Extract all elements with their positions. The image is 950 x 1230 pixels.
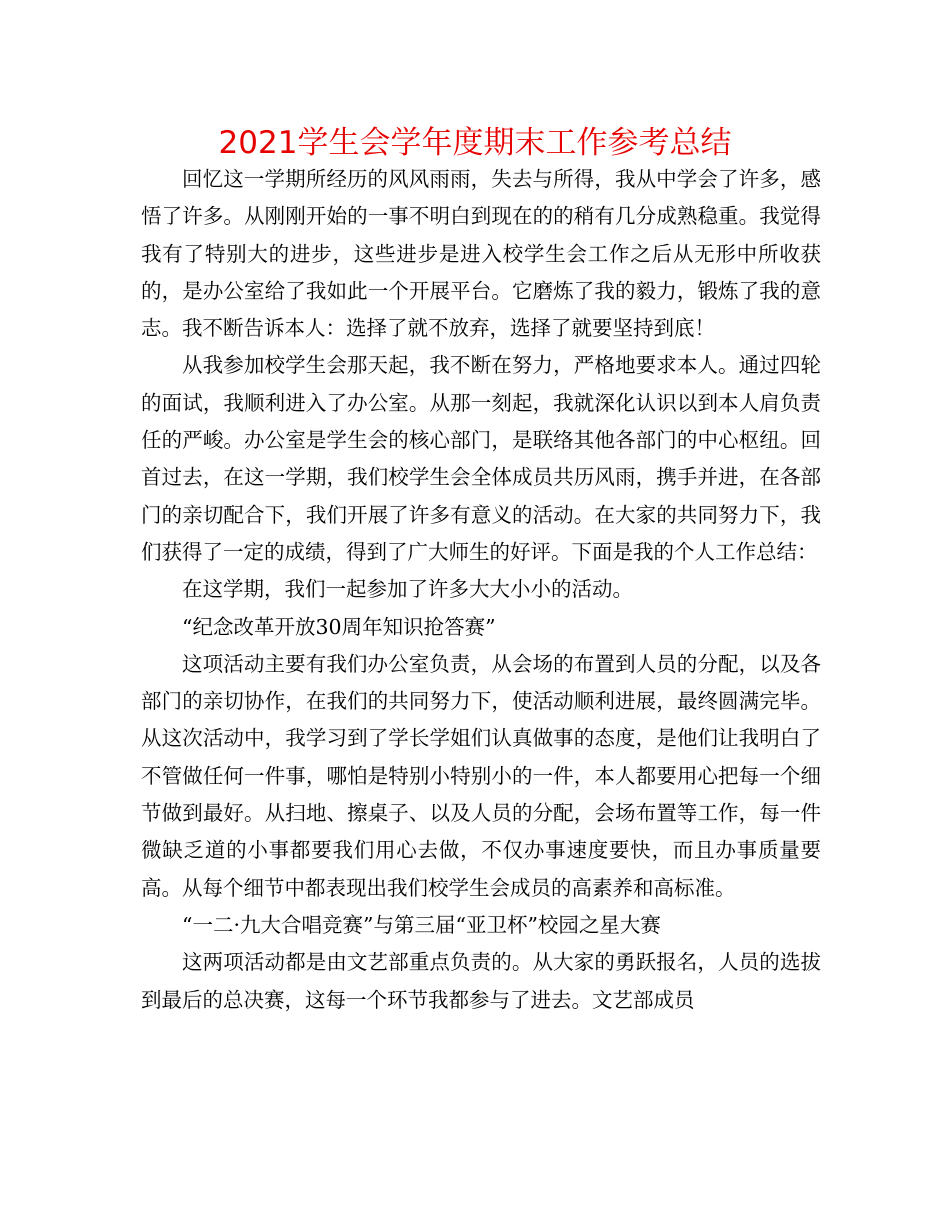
activity-heading-quiz: “纪念改革开放30周年知识抢答赛” — [182, 614, 496, 639]
paragraph-quiz-activity: 这项活动主要有我们办公室负责，从会场的布置到人员的分配，以及各部门的亲切协作，在我们的共同努力下，使活动顺利进展，最终圆满完毕。从这次活动中，我学习到了学长学姐们认真做事的态度，是他们让我明白了不管做任何一件事，哪怕是特别小特别小的一件，本人都要用心把每一个细节做到最好。从扫地、擦桌子、以及人员的分配，会场布置等工作，每一件微缺乏道的小事都要我们用心去做，不仅办事速度要快，而且办事质量要高。从每个细节中都表现出我们校学生会成员的高素养和高标准。 — [141, 651, 821, 900]
paragraph-joining-office: 从我参加校学生会那天起，我不断在努力，严格地要求本人。通过四轮的面试，我顺利进入了办公室。从那一刻起，我就深化认识以到本人肩负责任的严峻。办公室是学生会的核心部门，是联络其他各部门的中心枢纽。回首过去，在这一学期，我们校学生会全体成员共历风雨，携手并进，在各部门的亲切配合下，我们开展了许多有意义的活动。在大家的共同努力下，我们获得了一定的成绩，得到了广大师生的好评。下面是我的个人工作总结： — [141, 353, 821, 564]
paragraph-activities-intro: 在这学期，我们一起参加了许多大大小小的活动。 — [182, 577, 633, 602]
document-title: 2021学生会学年度期末工作参考总结 — [218, 125, 732, 161]
document-body — [141, 161, 821, 1019]
paragraph-chorus-activity: 这两项活动都是由文艺部重点负责的。从大家的勇跃报名，人员的选拔到最后的总决赛，这每一个环节我都参与了进去。文艺部成员 — [141, 950, 821, 1012]
activity-heading-chorus: “一二·九大合唱竞赛”与第三届“亚卫杯”校园之星大赛 — [182, 912, 661, 937]
paragraph-reflection: 回忆这一学期所经历的风风雨雨，失去与所得，我从中学会了许多，感悟了许多。从刚刚开始的一事不明白到现在的的稍有几分成熟稳重。我觉得我有了特别大的进步，这些进步是进入校学生会工作之后从无形中所收获的，是办公室给了我如此一个开展平台。它磨炼了我的毅力，锻炼了我的意志。我不断告诉本人：选择了就不放弃，选择了就要坚持到底！ — [141, 167, 821, 341]
